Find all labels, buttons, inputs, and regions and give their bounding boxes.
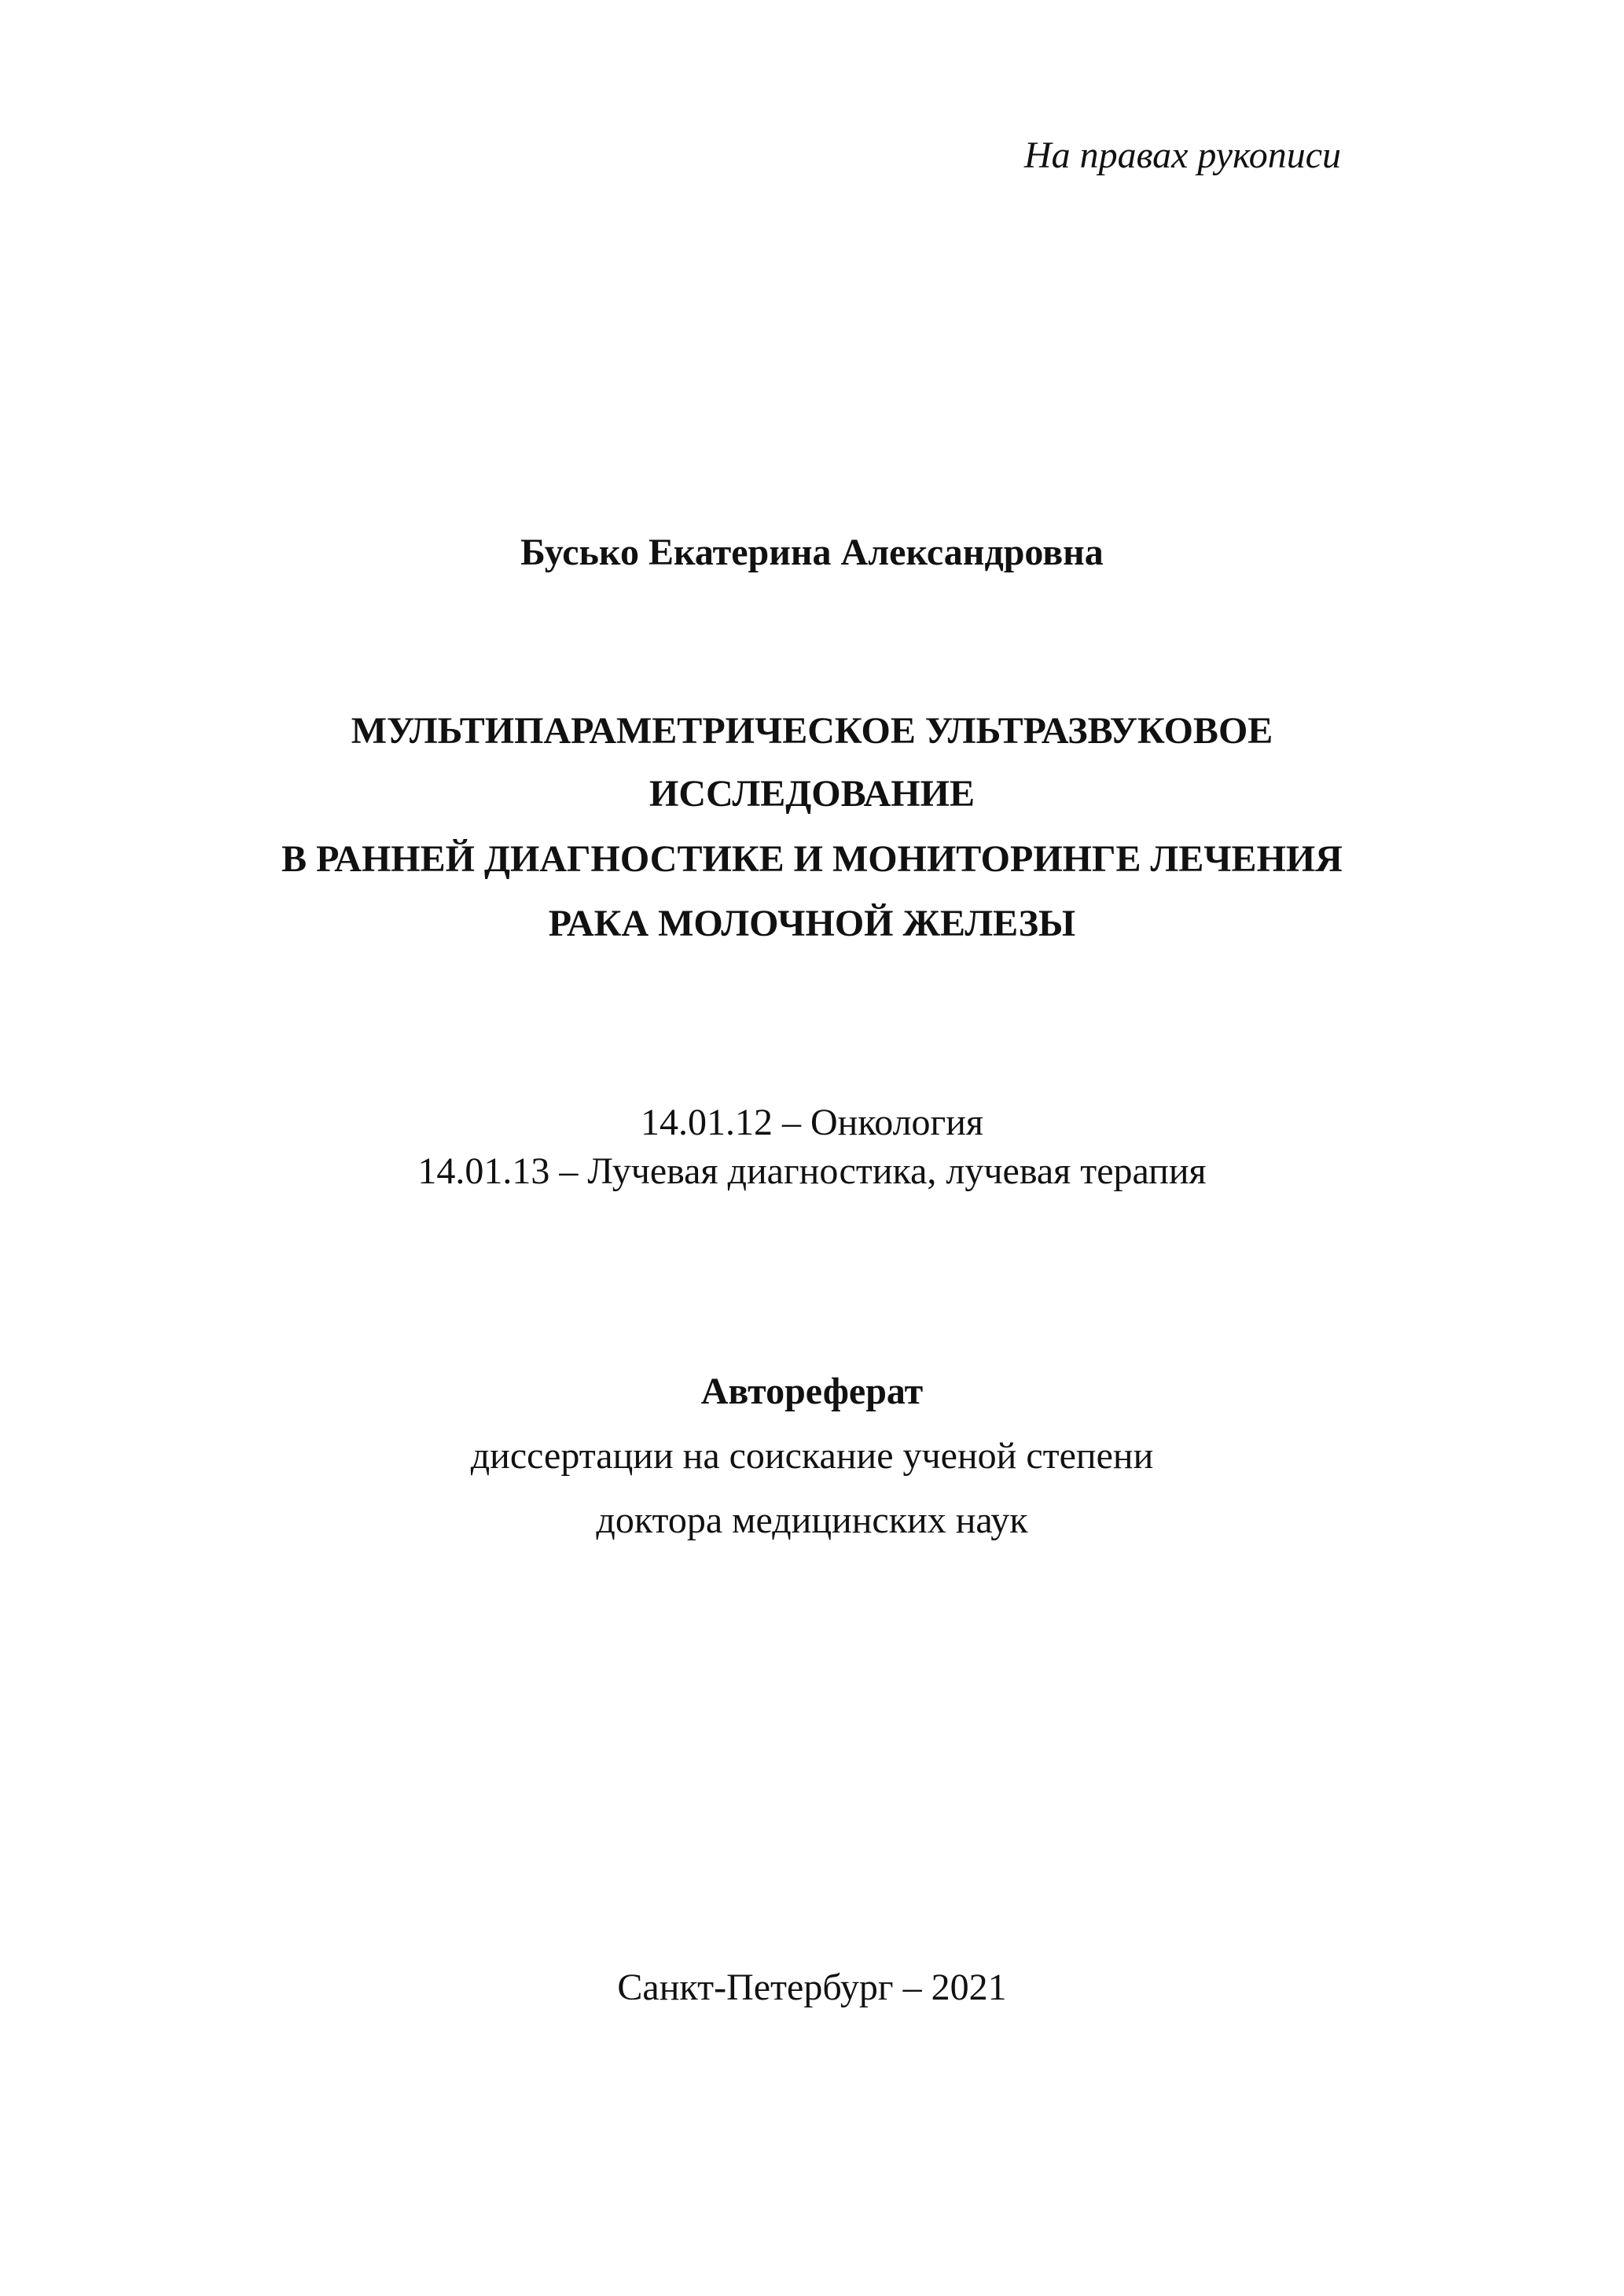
document-type: Автореферат <box>700 1371 924 1412</box>
specialty-oncology: 14.01.12 – Онкология <box>640 1102 983 1143</box>
specialty-radiology: 14.01.13 – Лучевая диагностика, лучевая терапия <box>417 1150 1207 1192</box>
place-and-year: Санкт-Петербург – 2021 <box>617 1967 1007 2008</box>
document-description-line: доктора медицинских наук <box>596 1499 1028 1541</box>
author-name: Бусько Екатерина Александровна <box>520 532 1104 573</box>
document-description-line: диссертации на соискание ученой степени <box>470 1435 1154 1477</box>
title-line: В РАННЕЙ ДИАГНОСТИКЕ И МОНИТОРИНГЕ ЛЕЧЕНИЯ <box>281 838 1343 880</box>
title-line: ИССЛЕДОВАНИЕ <box>649 773 975 815</box>
title-line: МУЛЬТИПАРАМЕТРИЧЕСКОЕ УЛЬТРАЗВУКОВОЕ <box>351 710 1273 752</box>
title-line: РАКА МОЛОЧНОЙ ЖЕЛЕЗЫ <box>548 903 1076 944</box>
manuscript-rights-note: На правах рукописи <box>1023 134 1341 176</box>
